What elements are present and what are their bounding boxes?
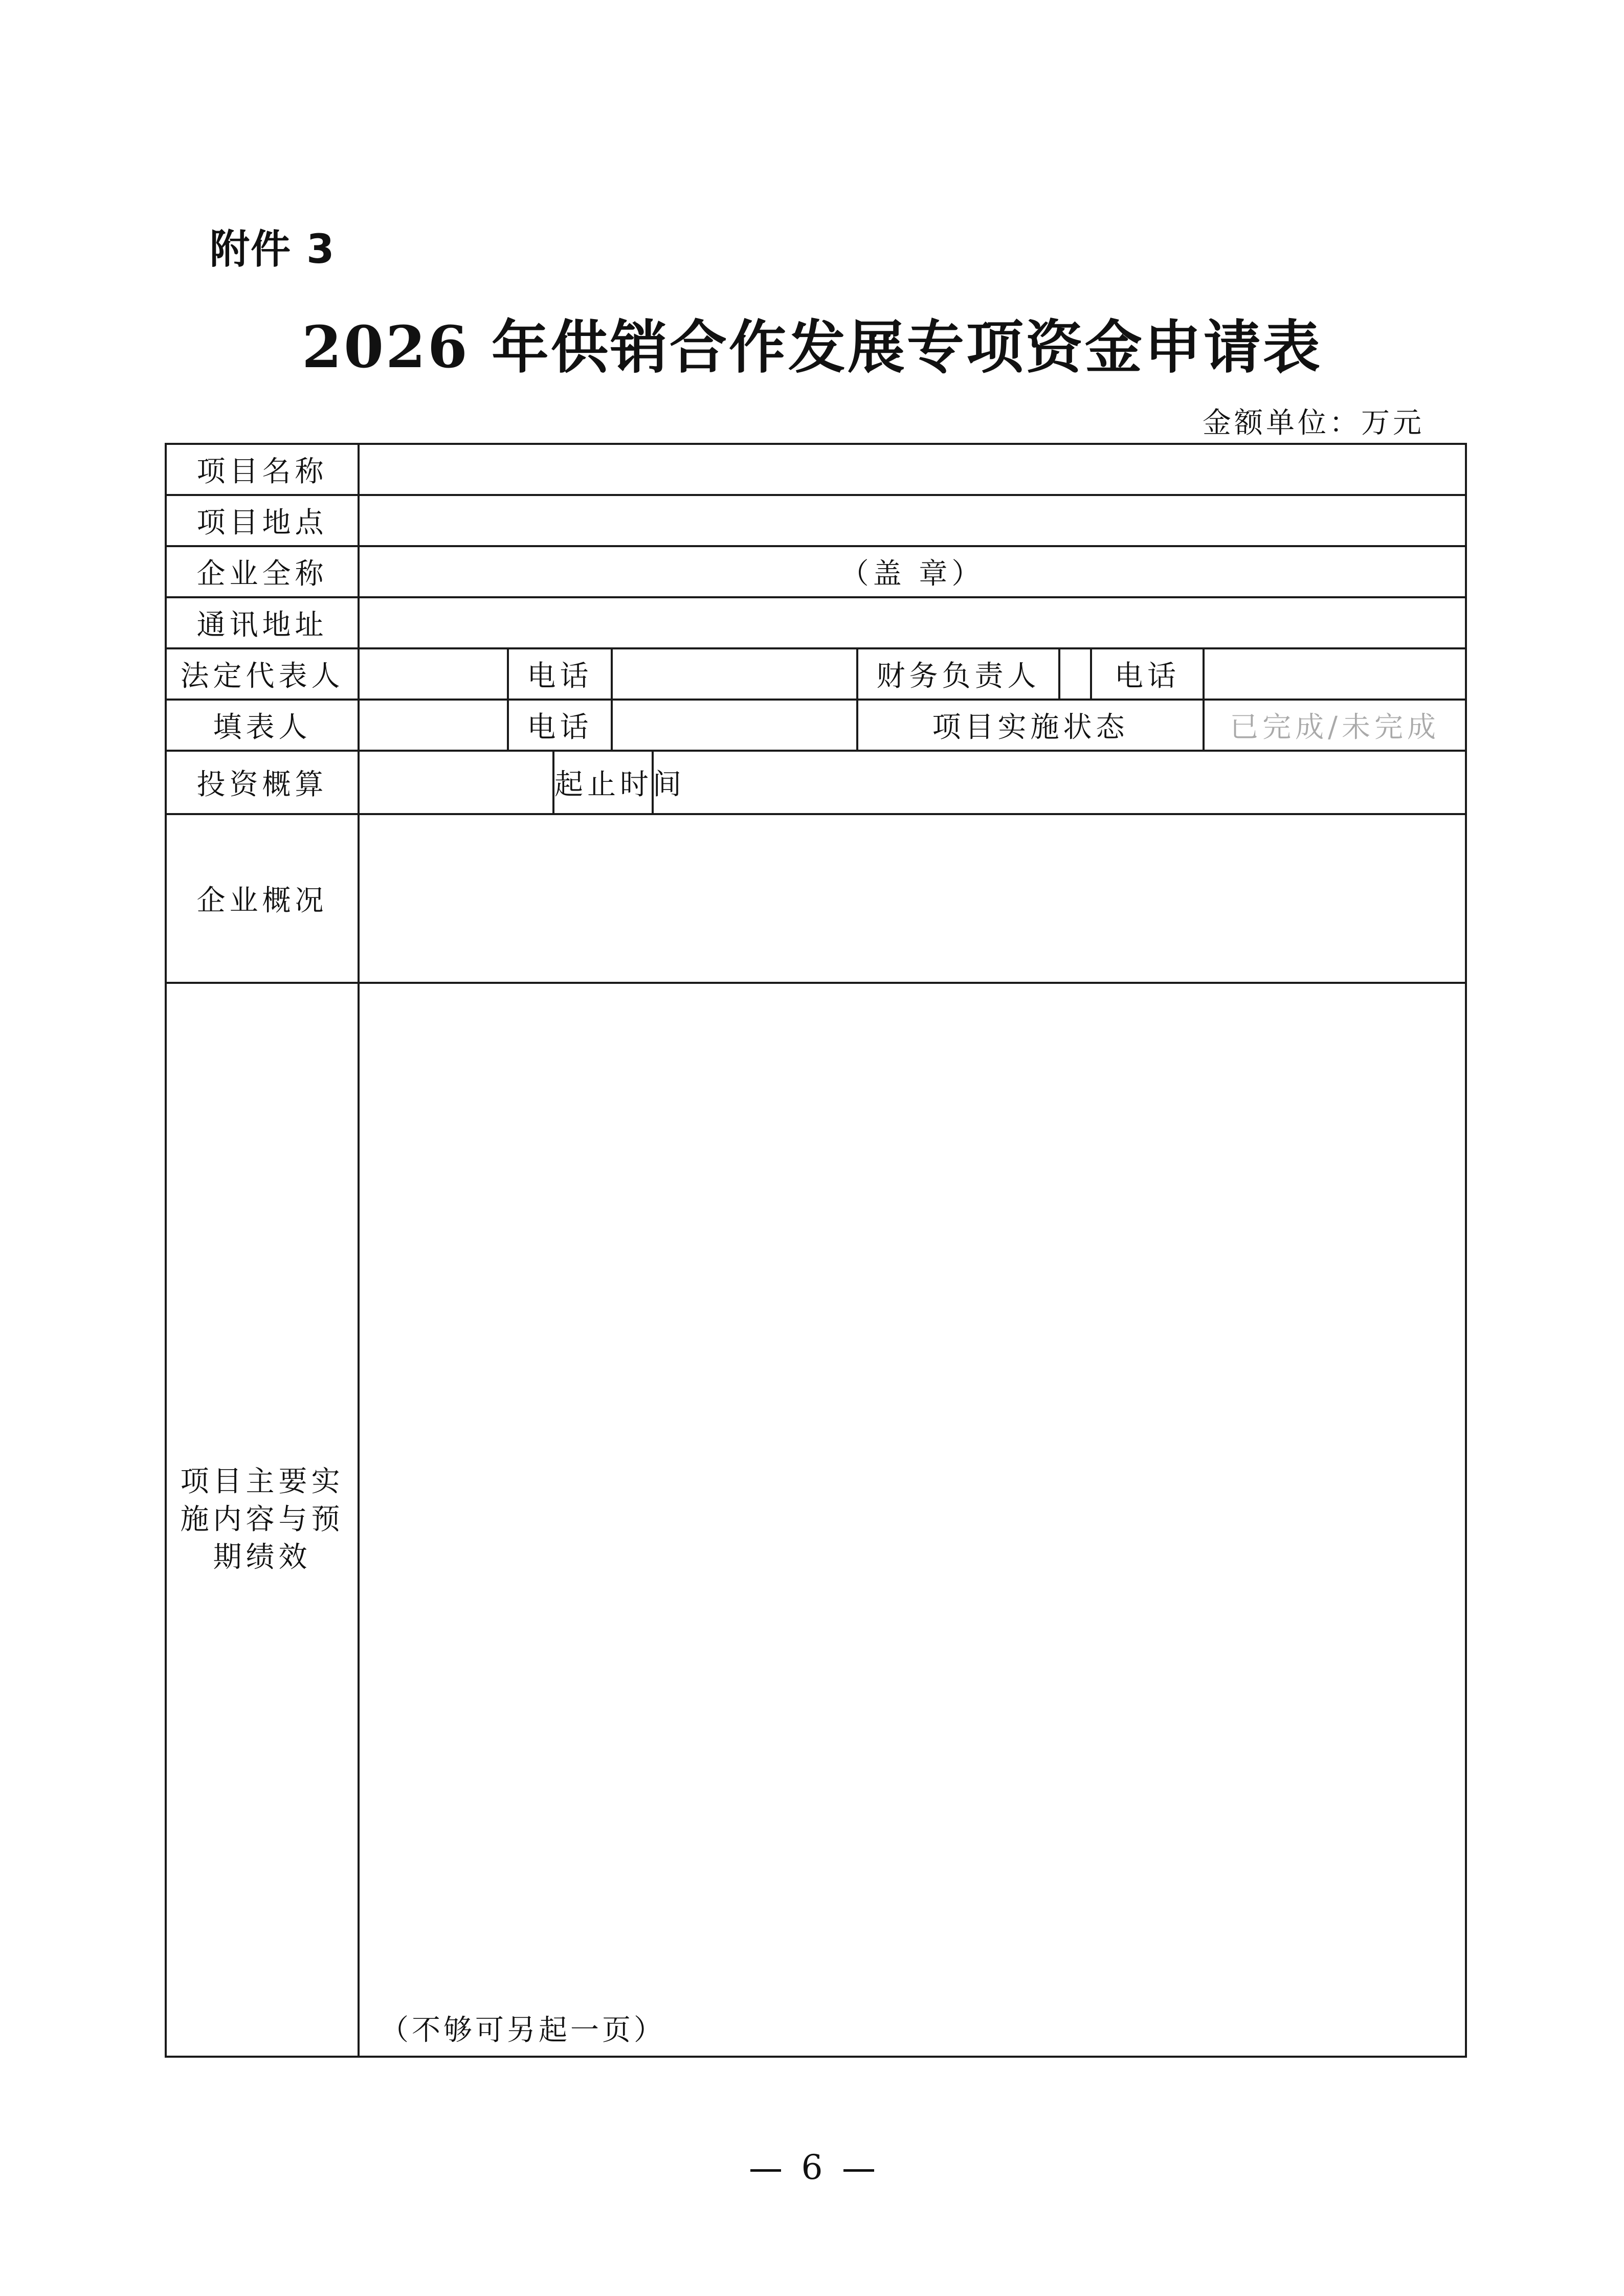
seal-text: （盖 章） bbox=[840, 557, 985, 591]
row-project-location bbox=[166, 495, 1466, 546]
amount-unit-note: 金额单位：万元 bbox=[1203, 407, 1425, 440]
company-overview-label: 企业概况 bbox=[166, 814, 359, 983]
left-dash bbox=[750, 2169, 781, 2172]
finance-head-phone-label: 电话 bbox=[1091, 648, 1204, 700]
application-form-table bbox=[165, 443, 1467, 2058]
project-content-field[interactable] bbox=[359, 983, 1466, 2057]
legal-rep-phone-field[interactable] bbox=[612, 648, 857, 700]
row-filler bbox=[166, 700, 1466, 751]
row-project-name bbox=[166, 444, 1466, 495]
row-company-overview bbox=[166, 814, 1466, 983]
document-title: 2026 年供销合作发展专项资金申请表 bbox=[302, 314, 1322, 381]
row-investment bbox=[166, 751, 1466, 814]
project-location-field[interactable] bbox=[359, 495, 1466, 546]
company-name-field[interactable] bbox=[359, 546, 1466, 597]
row-company-name bbox=[166, 546, 1466, 597]
attachment-label: 附件 3 bbox=[210, 227, 336, 273]
project-content-label: 项目主要实施内容与预期绩效 bbox=[166, 983, 359, 2057]
legal-rep-label: 法定代表人 bbox=[166, 648, 359, 700]
company-overview-field[interactable] bbox=[359, 814, 1466, 983]
finance-head-label: 财务负责人 bbox=[857, 648, 1059, 700]
period-field[interactable] bbox=[653, 751, 1466, 814]
investment-label: 投资概算 bbox=[166, 751, 359, 814]
finance-head-field[interactable] bbox=[1059, 648, 1091, 700]
finance-head-phone-field[interactable] bbox=[1204, 648, 1466, 700]
project-status-field[interactable]: 已完成/未完成 bbox=[1204, 700, 1466, 751]
filler-field[interactable] bbox=[359, 700, 508, 751]
row-address bbox=[166, 597, 1466, 648]
project-status-label: 项目实施状态 bbox=[857, 700, 1204, 751]
company-name-label: 企业全称 bbox=[166, 546, 359, 597]
project-name-field[interactable] bbox=[359, 444, 1466, 495]
period-label: 起止时间 bbox=[553, 751, 653, 814]
filler-label: 填表人 bbox=[166, 700, 359, 751]
continue-page-note: （不够可另起一页） bbox=[380, 2014, 665, 2047]
row-project-content bbox=[166, 983, 1466, 2057]
filler-phone-field[interactable] bbox=[612, 700, 857, 751]
project-location-label: 项目地点 bbox=[166, 495, 359, 546]
investment-field[interactable] bbox=[359, 751, 553, 814]
page-footer bbox=[0, 2148, 1624, 2187]
project-name-label: 项目名称 bbox=[166, 444, 359, 495]
row-legal-rep bbox=[166, 648, 1466, 700]
page-number: 6 bbox=[801, 2148, 823, 2187]
legal-rep-field[interactable] bbox=[359, 648, 508, 700]
filler-phone-label: 电话 bbox=[508, 700, 612, 751]
right-dash bbox=[843, 2169, 874, 2172]
address-label: 通讯地址 bbox=[166, 597, 359, 648]
legal-rep-phone-label: 电话 bbox=[508, 648, 612, 700]
address-field[interactable] bbox=[359, 597, 1466, 648]
